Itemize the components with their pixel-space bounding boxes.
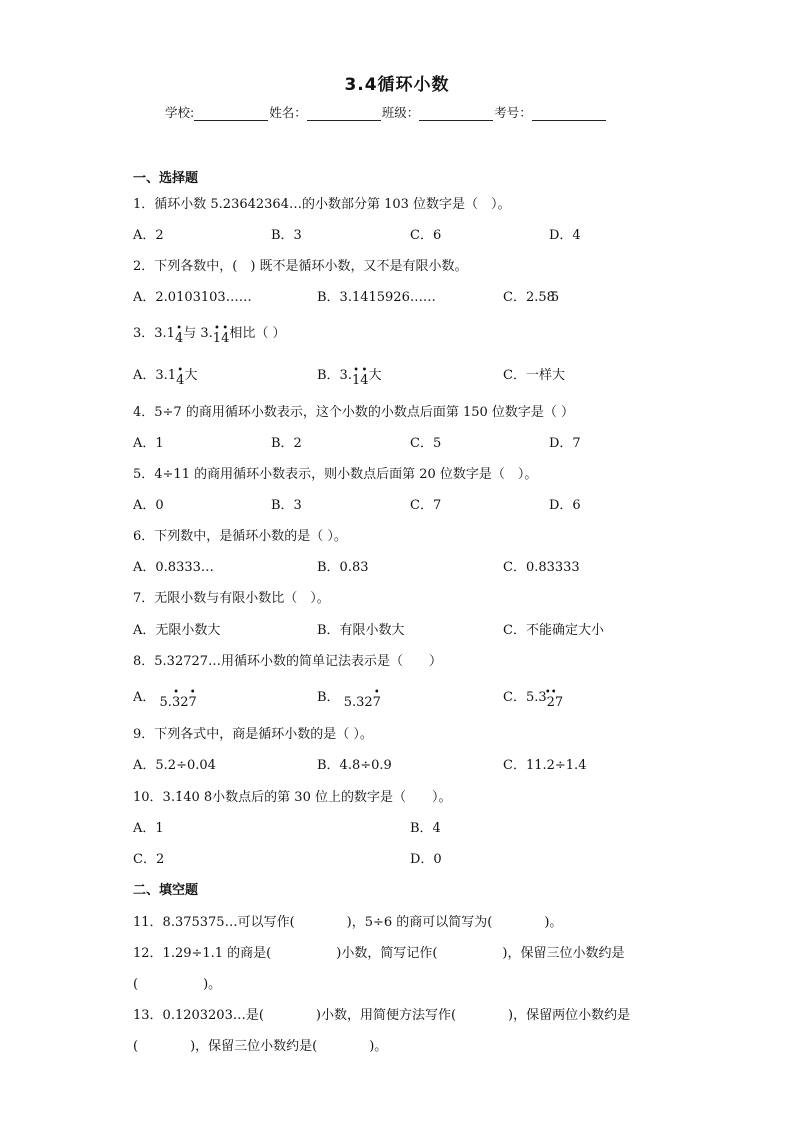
question-13-line-2: ( )，保留三位小数约是( )。 <box>133 1039 388 1054</box>
school-blank <box>194 106 268 121</box>
q3-a-repeating-digit: • 4 <box>176 365 185 388</box>
question-4: 4．5÷7 的商用循环小数表示，这个小数的小数点后面第 150 位数字是（ ） <box>133 405 575 420</box>
q3-option-c: C．一样大 <box>503 368 565 383</box>
q3-repeating-digit-start: • 1 <box>212 323 222 346</box>
section-heading-choice: 一、选择题 <box>133 171 199 186</box>
q3-digit: 4 <box>221 331 230 346</box>
q3-b-repeating-digit-start: • 1 <box>351 365 361 388</box>
class-label: 班级： <box>381 105 420 120</box>
q3-b-digit: 4 <box>360 373 369 388</box>
q8-c-label: C．5.3 <box>503 690 547 705</box>
school-label: 学校: <box>165 105 195 120</box>
q8-c-repeating-digit-start: •• 2 <box>544 687 557 710</box>
q8-a-repeating-digit-end: • 7 <box>188 687 197 710</box>
q8-c-digit: 7 <box>554 695 564 710</box>
q9-option-c: C．11.2÷1.4 <box>503 758 587 773</box>
q5-option-b: B．3 <box>271 498 302 513</box>
question-2: 2．下列各数中，( ) 既不是循环小数，又不是有限小数。 <box>133 259 468 274</box>
q3-option-b <box>317 364 382 388</box>
q3-b-prefix: B．3. <box>317 368 352 383</box>
q3-digit: 4 <box>174 331 184 346</box>
q8-b-label: B． <box>317 690 340 705</box>
exam-number-label: 考号： <box>494 105 532 120</box>
q8-c-digit: 2 <box>546 695 555 710</box>
q3-digit: 1 <box>212 331 222 346</box>
q3-a-suffix: 大 <box>184 368 198 383</box>
question-5: 5．4÷11 的商用循环小数表示，则小数点后面第 20 位数字是（ ）。 <box>133 467 538 482</box>
question-8: 8．5.32727…用循环小数的简单记法表示是（ ） <box>133 654 443 669</box>
q3-option-a <box>133 364 198 388</box>
q8-option-b <box>317 686 381 710</box>
class-blank <box>419 106 493 121</box>
q8-b-repeating-digit: • 7 <box>372 687 381 710</box>
question-12-line-1: 12．1.29÷1.1 的商是( )小数，简写记作( )，保留三位小数约是 <box>133 946 625 961</box>
q6-option-b: B．0.83 <box>317 560 369 575</box>
question-6: 6．下列数中，是循环小数的是（ ）。 <box>133 529 347 544</box>
q7-option-b: B．有限小数大 <box>317 623 405 638</box>
q4-option-d: D．7 <box>549 436 581 451</box>
question-13-line-1: 13．0.1203203…是( )小数，用简便方法写作( )，保留两位小数约是 <box>133 1008 631 1023</box>
q10-option-b: B．4 <box>410 821 441 836</box>
q2-option-c-label: C．2.5 <box>503 290 547 305</box>
q3-a-digit: 4 <box>176 373 185 388</box>
student-info <box>165 103 645 121</box>
q10-option-a: A．1 <box>133 821 164 836</box>
q1-option-a: A．2 <box>133 228 164 243</box>
question-9: 9．下列各式中，商是循环小数的是（ ）。 <box>133 727 373 742</box>
q4-option-b: B．2 <box>271 436 302 451</box>
q2-option-b: B．3.1415926…… <box>317 290 436 305</box>
q3-a-prefix: A．3.1 <box>133 368 177 383</box>
q3-text-prefix: 3．3.1 <box>133 326 175 341</box>
q3-b-digit: 1 <box>351 373 361 388</box>
q1-option-b: B．3 <box>271 228 302 243</box>
q3-b-suffix: 大 <box>368 368 382 383</box>
q5-option-d: D．6 <box>549 498 581 513</box>
page-title: 3.4循环小数 <box>344 75 450 95</box>
q8-a-label: A． <box>133 690 156 705</box>
q8-option-c <box>503 686 564 710</box>
question-11: 11．8.375375…可以写作( )，5÷6 的商可以简写为( )。 <box>133 915 563 930</box>
q8-a-repeating-digit-start: • 3 <box>171 687 181 710</box>
question-1: 1．循环小数 5.23642364…的小数部分第 103 位数字是（ ）。 <box>133 197 511 212</box>
q8-a-digit: 2 <box>180 695 189 710</box>
q2-option-c <box>503 286 555 305</box>
name-label: 姓名： <box>269 105 307 120</box>
q5-option-a: A．0 <box>133 498 164 513</box>
q8-a-digit: 3 <box>171 695 181 710</box>
q2-option-a: A．2.0103103…… <box>133 290 252 305</box>
q10-option-d: D．0 <box>410 852 442 867</box>
question-7: 7．无限小数与有限小数比（ ）。 <box>133 591 330 606</box>
question-10: 10．3.1̇40 8̇小数点后的第 30 位上的数字是（ ）。 <box>133 790 452 805</box>
q7-option-c: C．不能确定大小 <box>503 623 604 638</box>
q4-option-c: C．5 <box>410 436 442 451</box>
q5-option-c: C．7 <box>410 498 442 513</box>
q6-option-c: C．0.83333 <box>503 560 580 575</box>
q3-repeating-digit: • 4 <box>174 323 184 346</box>
name-blank <box>307 106 381 121</box>
q3-text-suffix: 相比（ ） <box>229 326 286 341</box>
q4-option-a: A．1 <box>133 436 164 451</box>
q8-a-digit: 7 <box>188 695 197 710</box>
q6-option-a: A．0.8333… <box>133 560 214 575</box>
q9-option-b: B．4.8÷0.9 <box>317 758 392 773</box>
q8-option-a <box>133 686 197 710</box>
q3-text-mid: 与 3. <box>183 326 213 341</box>
q2-option-c-digits: 8̇5 <box>546 290 556 305</box>
q10-option-c: C．2 <box>133 852 165 867</box>
question-12-line-2: ( )。 <box>133 977 222 992</box>
q8-b-digit: 5.32 <box>343 695 373 710</box>
exam-number-blank <box>532 106 606 121</box>
section-heading-fill-blank: 二、填空题 <box>133 883 199 898</box>
q3-repeating-digit-end: • 4 <box>221 323 230 346</box>
q1-option-d: D．4 <box>549 228 581 243</box>
q7-option-a: A．无限小数大 <box>133 623 221 638</box>
q8-a-digit: 5. <box>159 695 172 710</box>
q9-option-a: A．5.2÷0.04 <box>133 758 216 773</box>
q3-b-repeating-digit-end: • 4 <box>360 365 369 388</box>
q1-option-c: C．6 <box>410 228 442 243</box>
question-3 <box>133 322 286 346</box>
q8-b-digit: 7 <box>372 695 381 710</box>
